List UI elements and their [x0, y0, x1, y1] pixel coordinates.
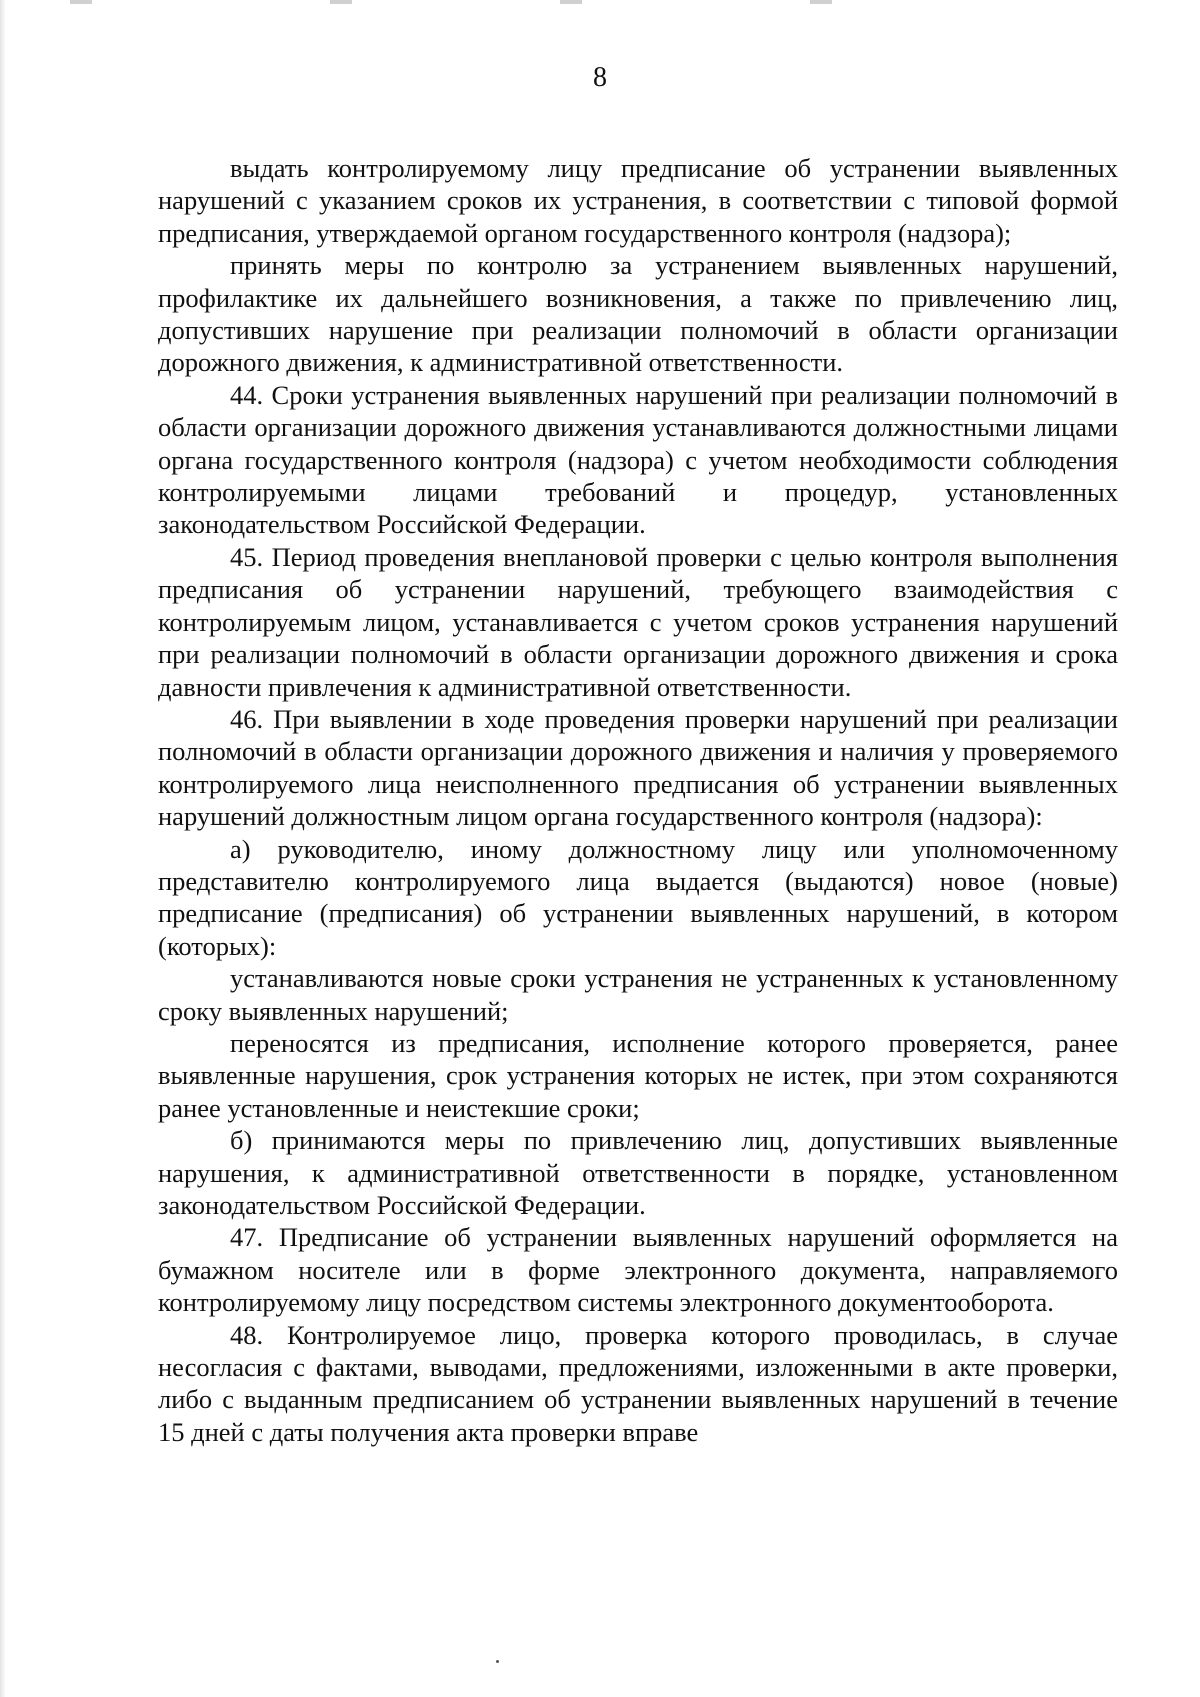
scan-mark: [560, 0, 582, 4]
paragraph: переносятся из предписания, исполнение которого проверяется, ранее выявленные нарушения, срок устранения которых не истек, при этом сохраняются ранее установленные и неистекшие сроки;: [158, 1027, 1118, 1123]
paragraph-item-46: 46. При выявлении в ходе проведения проверки нарушений при реализации полномочий в области организации дорожного движения и наличия у проверяемого контролируемого лица неисполненного предписания об устранении выявленных нарушений должностным лицом органа государственного контроля (надзора):: [158, 703, 1118, 832]
page-number: 8: [593, 62, 607, 93]
scan-speck: [496, 1660, 499, 1663]
scan-mark: [70, 0, 92, 4]
scan-mark: [810, 0, 832, 4]
paragraph-item-45: 45. Период проведения внеплановой проверки с целью контроля выполнения предписания об устранении нарушений, требующего взаимодействия с контролируемым лицом, устанавливается с учетом сроков устранения нарушений при реализации полномочий в области организации дорожного движения и срока давности привлечения к административной ответственности.: [158, 541, 1118, 702]
paragraph: выдать контролируемому лицу предписание об устранении выявленных нарушений с указанием сроков их устранения, в соответствии с типовой формой предписания, утверждаемой органом государственного контроля (надзора);: [158, 153, 1118, 248]
paragraph: устанавливаются новые сроки устранения не устраненных к установленному сроку выявленных нарушений;: [158, 963, 1118, 1026]
paragraph: принять меры по контролю за устранением выявленных нарушений, профилактике их дальнейшего возникновения, а также по привлечению лиц, допустивших нарушение при реализации полномочий в области организации дорожного движения, к административной ответственности.: [158, 250, 1118, 378]
paragraph-subitem-a: а) руководителю, иному должностному лицу или уполномоченному представителю контролируемого лица выдается (выдаются) новое (новые) предписание (предписания) об устранении выявленных нарушений, в котором (которых):: [158, 833, 1118, 961]
scan-mark: [330, 0, 352, 4]
paragraph-item-47: 47. Предписание об устранении выявленных нарушений оформляется на бумажном носителе или в форме электронного документа, направляемого контролируемому лицу посредством системы электронного документооборота.: [158, 1222, 1118, 1318]
scan-edge-shadow: [0, 0, 6, 1697]
paragraph-item-44: 44. Сроки устранения выявленных нарушений при реализации полномочий в области организации дорожного движения устанавливаются должностными лицами органа государственного контроля (надзора) с учетом необходимости соблюдения контролируемыми лицами требований и процедур, установленных законодательством Российской Федерации.: [158, 379, 1118, 540]
paragraph-item-48: 48. Контролируемое лицо, проверка которого проводилась, в случае несогласия с фактами, выводами, предложениями, изложенными в акте проверки, либо с выданным предписанием об устранении выявленных нарушений в течение 15 дней с даты получения акта проверки вправе: [158, 1319, 1118, 1447]
paragraph-subitem-b: б) принимаются меры по привлечению лиц, допустивших выявленные нарушения, к административной ответственности в порядке, установленном законодательством Российской Федерации.: [158, 1125, 1118, 1220]
document-body: [158, 152, 1118, 1448]
